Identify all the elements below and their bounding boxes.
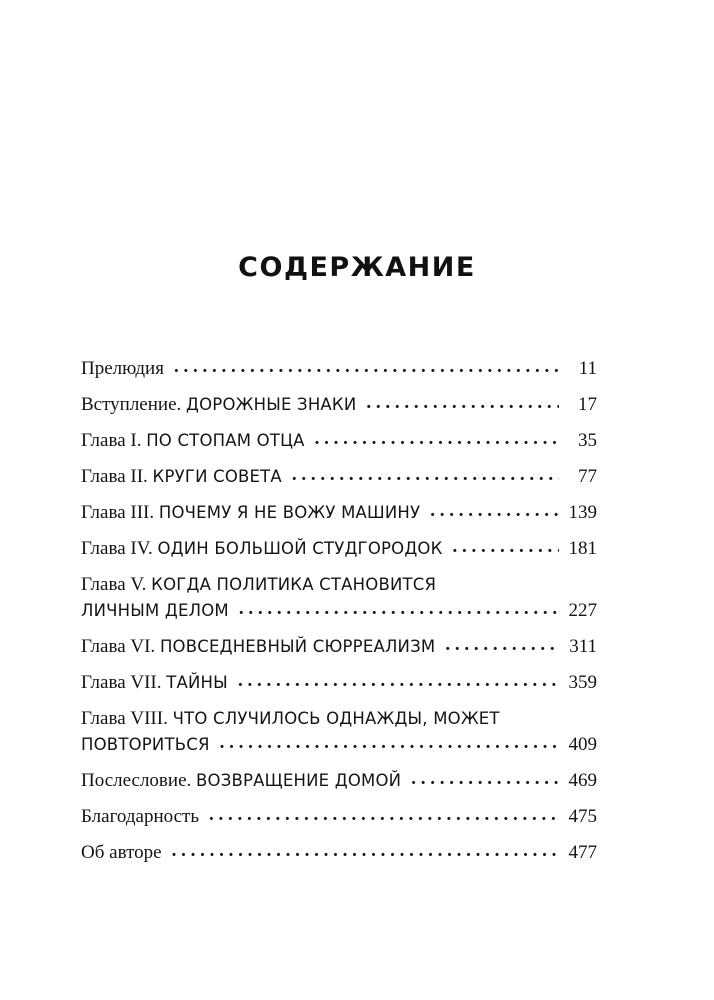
dot-leader xyxy=(366,400,559,410)
toc-entry-title-continued: ПОВТОРИТЬСЯ xyxy=(81,735,210,754)
dot-leader xyxy=(209,812,559,822)
toc-entry-title-continued: ЛИЧНЫМ ДЕЛОМ xyxy=(81,601,229,620)
dot-leader xyxy=(453,544,559,554)
toc-page-number: 359 xyxy=(568,672,597,693)
dot-leader xyxy=(315,436,559,446)
toc-page-number: 11 xyxy=(578,358,597,379)
toc-entry-chapter-6 xyxy=(81,634,597,660)
toc-page-number: 311 xyxy=(569,636,597,657)
toc-entry-title: Глава VI. ПОВСЕДНЕВНЫЙ СЮРРЕАЛИЗМ xyxy=(81,636,436,657)
dot-leader xyxy=(239,606,559,616)
toc-entry-title: Глава I. ПО СТОПАМ ОТЦА xyxy=(81,430,305,451)
toc-entry-title: Глава II. КРУГИ СОВЕТА xyxy=(81,466,282,487)
toc-entry-chapter-7 xyxy=(81,670,597,696)
toc-entry-title: Глава VIII. ЧТО СЛУЧИЛОСЬ ОДНАЖДЫ, МОЖЕТ xyxy=(81,708,500,729)
toc-page-number: 181 xyxy=(568,538,597,559)
toc-entry-title: Об авторе xyxy=(81,842,162,863)
toc-page-number: 17 xyxy=(578,394,597,415)
toc-entry-title: Вступление. ДОРОЖНЫЕ ЗНАКИ xyxy=(81,394,357,415)
toc-entry-title: Глава V. КОГДА ПОЛИТИКА СТАНОВИТСЯ xyxy=(81,574,437,595)
toc-entry-title: Благодарность xyxy=(81,806,199,827)
toc-page-number: 477 xyxy=(568,842,597,863)
toc-entry-chapter-1 xyxy=(81,428,597,454)
toc-entry-afterword xyxy=(81,768,597,794)
table-of-contents xyxy=(81,356,597,876)
toc-entry-chapter-5 xyxy=(81,572,597,624)
page-title: СОДЕРЖАНИЕ xyxy=(238,252,476,283)
toc-entry-about-author xyxy=(81,840,597,866)
dot-leader xyxy=(411,776,559,786)
toc-page-number: 227 xyxy=(568,600,597,621)
dot-leader xyxy=(172,848,559,858)
toc-entry-chapter-4 xyxy=(81,536,597,562)
toc-page-number: 469 xyxy=(568,770,597,791)
toc-entry-title: Глава VII. ТАЙНЫ xyxy=(81,672,228,693)
dot-leader xyxy=(174,364,559,374)
dot-leader xyxy=(445,642,559,652)
toc-entry-title: Послесловие. ВОЗВРАЩЕНИЕ ДОМОЙ xyxy=(81,770,402,791)
toc-page-number: 77 xyxy=(578,466,597,487)
toc-page-number: 475 xyxy=(568,806,597,827)
dot-leader xyxy=(292,472,559,482)
toc-entry-chapter-3 xyxy=(81,500,597,526)
toc-page-number: 139 xyxy=(568,502,597,523)
dot-leader xyxy=(220,740,559,750)
toc-page-number: 409 xyxy=(568,734,597,755)
toc-entry-title: Глава III. ПОЧЕМУ Я НЕ ВОЖУ МАШИНУ xyxy=(81,502,421,523)
dot-leader xyxy=(430,508,559,518)
toc-entry-title: Прелюдия xyxy=(81,358,164,379)
toc-entry-acknowledgements xyxy=(81,804,597,830)
toc-entry-introduction xyxy=(81,392,597,418)
toc-entry-chapter-8 xyxy=(81,706,597,758)
toc-page-number: 35 xyxy=(578,430,597,451)
toc-entry-title: Глава IV. ОДИН БОЛЬШОЙ СТУДГОРОДОК xyxy=(81,538,443,559)
toc-entry-chapter-2 xyxy=(81,464,597,490)
dot-leader xyxy=(238,678,559,688)
toc-entry-prelude xyxy=(81,356,597,382)
